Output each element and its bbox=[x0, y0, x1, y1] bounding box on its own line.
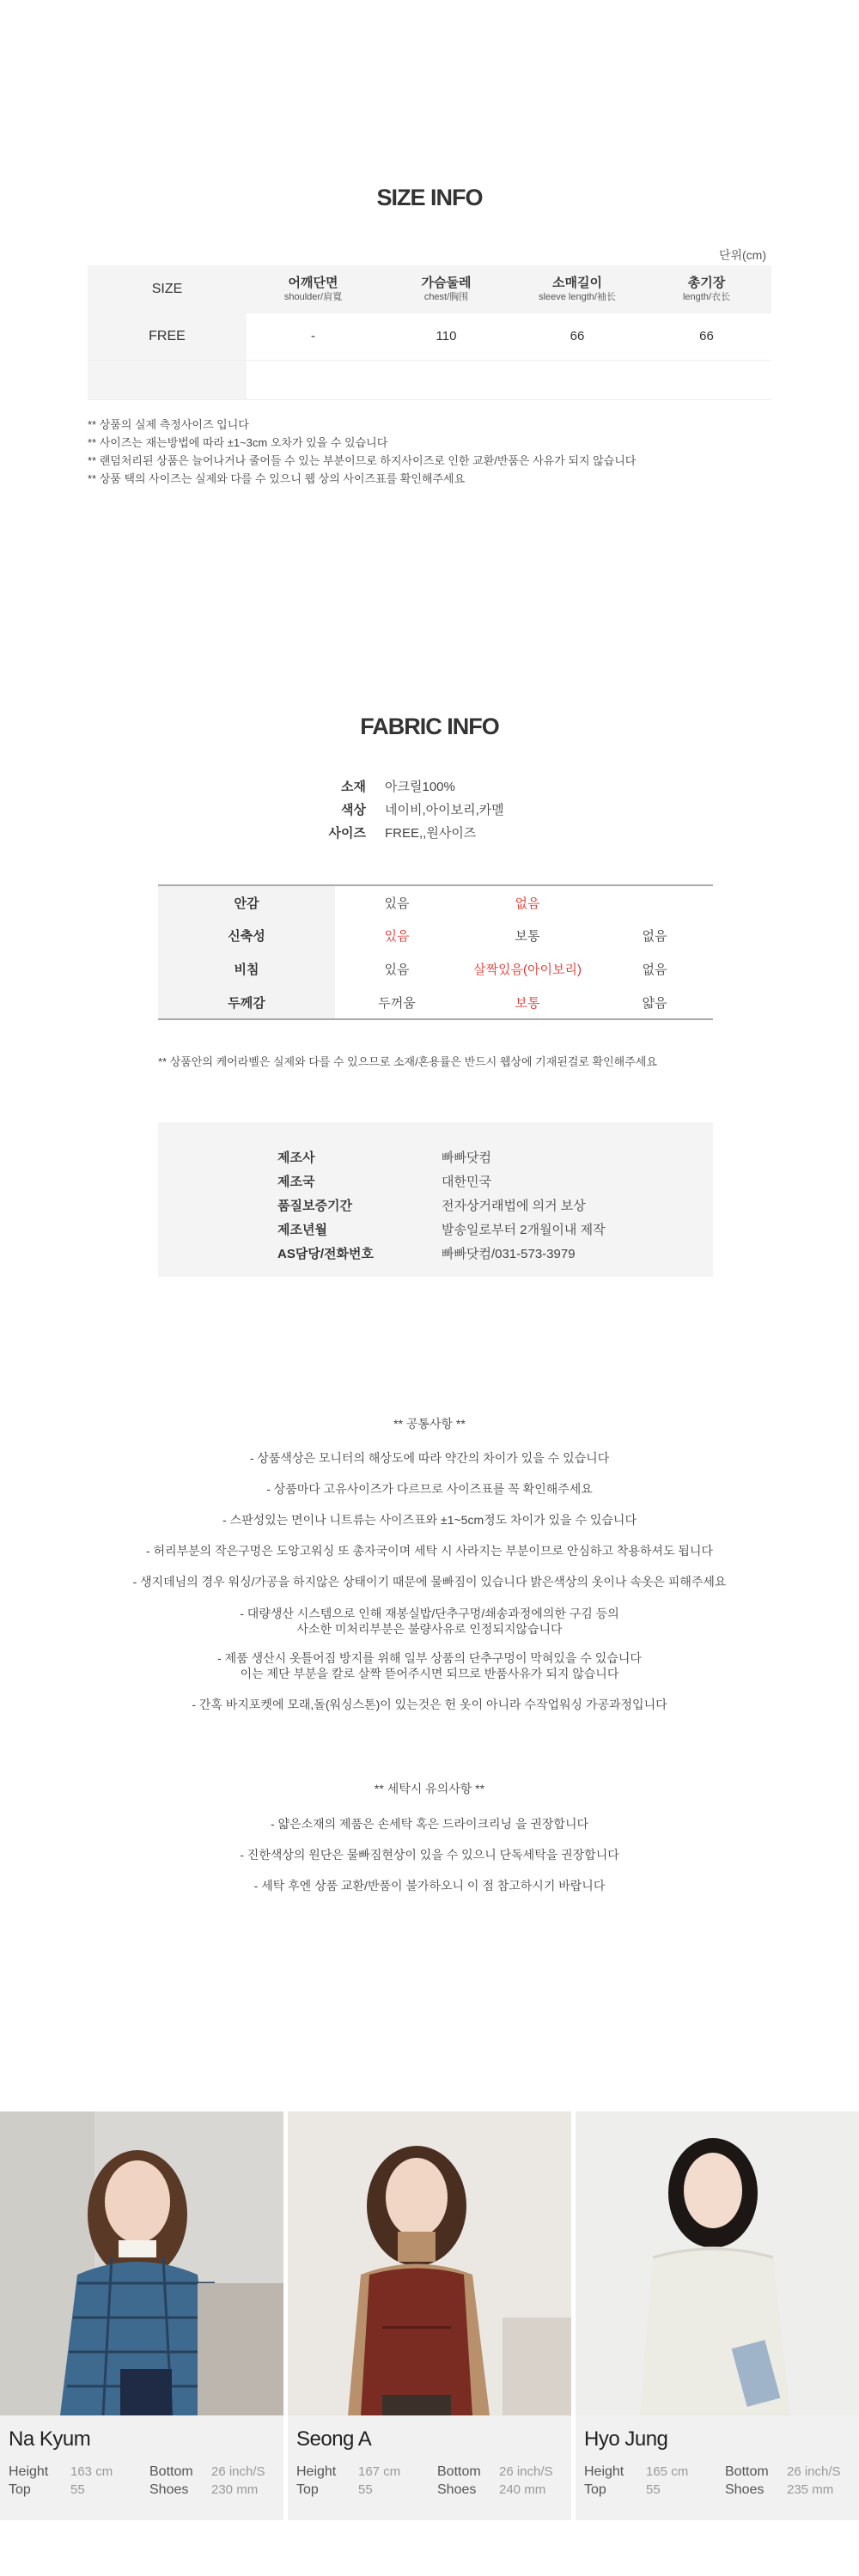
washing-line: - 진한색상의 원단은 물빠짐현상이 있을 수 있으니 단독세탁을 권장합니다 bbox=[240, 1848, 619, 1862]
model-stats: Height 167 cm Bottom 26 inch/S Top 55 Shoes 240 mm bbox=[296, 2464, 553, 2497]
common-line: - 스판성있는 면이나 니트류는 사이즈표와 ±1~5cm정도 차이가 있을 수 있습니다 bbox=[222, 1513, 637, 1527]
fabric-basic-info bbox=[0, 775, 859, 844]
material-label: 소재 bbox=[341, 780, 366, 794]
manufacturer-info: 제조사 빠빠닷컴 제조국 대한민국 품질보증기간 전자상거래법에 의거 보상 제조년월 발송일로부터 2개월이내 제작 AS담당/전화번호 빠빠닷컴/031-573-3979 bbox=[158, 1122, 713, 1277]
size-table bbox=[88, 265, 771, 400]
table-row-empty bbox=[88, 360, 771, 399]
common-line: 이는 제단 부분을 칼로 살짝 뜯어주시면 되므로 반품사유가 되지 않습니다 bbox=[240, 1667, 619, 1680]
model-photo bbox=[576, 2111, 859, 2415]
model-card bbox=[0, 2111, 283, 2520]
model-stats: Height 163 cm Bottom 26 inch/S Top 55 Shoes 230 mm bbox=[9, 2464, 265, 2497]
common-line: - 간혹 바지포켓에 모래,돌(워싱스톤)이 있는것은 헌 옷이 아니라 수작업워싱 가공과정입니다 bbox=[192, 1698, 667, 1711]
washing-line: - 얇은소재의 제품은 손세탁 혹은 드라이크리닝 을 권장합니다 bbox=[271, 1817, 588, 1831]
table-row bbox=[88, 313, 771, 360]
size-col-shoulder: 어깨단면 shoulder/肩寬 bbox=[247, 265, 380, 313]
model-photo bbox=[0, 2111, 283, 2415]
note-line: ** 상품의 실제 측정사이즈 입니다 bbox=[88, 418, 249, 431]
size-value: FREE,,원사이즈 bbox=[385, 826, 477, 841]
fabric-info-title: FABRIC INFO bbox=[360, 714, 499, 739]
model-card bbox=[576, 2111, 859, 2520]
fabric-row-thickness: 두께감 두꺼움 보통 얇음 bbox=[158, 986, 713, 1019]
size-free-label: FREE bbox=[88, 313, 247, 360]
common-line: 사소한 미처리부분은 불량사유로 인정되지않습니다 bbox=[296, 1622, 563, 1636]
color-value: 네이비,아이보리,카멜 bbox=[385, 803, 504, 817]
table-cell: 66 bbox=[513, 313, 642, 360]
table-cell: 110 bbox=[380, 313, 513, 360]
model-cards bbox=[0, 2111, 859, 2520]
common-line: - 생지데님의 경우 워싱/가공을 하지않은 상태이기 때문에 물빠짐이 있습니다 밝은색상의 옷이나 속옷은 피해주세요 bbox=[132, 1575, 727, 1589]
common-title: ** 공통사항 ** bbox=[393, 1417, 466, 1431]
common-line: - 제품 생산시 옷틀어짐 방지를 위해 일부 상품의 단추구멍이 막혀있을 수 있습니다 bbox=[217, 1651, 642, 1665]
note-line: ** 상품 택의 사이즈는 실제와 다를 수 있으니 웹 상의 사이즈표를 확인해주세요 bbox=[88, 472, 466, 485]
fabric-row-stretch: 신축성 있음 보통 없음 bbox=[158, 919, 713, 952]
common-line: - 상품마다 고유사이즈가 다르므로 사이즈표를 꼭 확인해주세요 bbox=[266, 1482, 593, 1496]
washing-line: - 세탁 후엔 상품 교환/반품이 불가하오니 이 점 참고하시기 바랍니다 bbox=[253, 1879, 606, 1893]
material-value: 아크릴100% bbox=[385, 780, 455, 794]
size-table-header bbox=[88, 265, 771, 313]
size-info-title: SIZE INFO bbox=[376, 185, 483, 210]
model-photo bbox=[288, 2111, 571, 2415]
common-line: - 허리부분의 작은구멍은 도앙고워싱 또 총자국이며 세탁 시 사라지는 부분이므로 안심하고 착용하셔도 됩니다 bbox=[146, 1544, 713, 1558]
washing-title: ** 세탁시 유의사항 ** bbox=[374, 1782, 485, 1795]
fabric-property-table bbox=[158, 884, 713, 1020]
model-stats: Height 165 cm Bottom 26 inch/S Top 55 Shoes 235 mm bbox=[584, 2464, 841, 2497]
note-line: ** 사이즈는 재는방법에 따라 ±1~3cm 오차가 있을 수 있습니다 bbox=[88, 436, 388, 449]
table-cell: 66 bbox=[642, 313, 771, 360]
fabric-row-lining: 안감 있음 없음 bbox=[158, 885, 713, 919]
model-name: Seong A bbox=[296, 2427, 372, 2451]
care-label-note: ** 상품안의 케어라벨은 실제와 다를 수 있으므로 소재/혼용률은 반드시 웹상에 기재된걸로 확인해주세요 bbox=[158, 1055, 657, 1068]
fabric-row-sheer: 비침 있음 살짝있음(아이보리) 없음 bbox=[158, 952, 713, 986]
size-header-cell: SIZE bbox=[88, 265, 247, 313]
size-col-chest: 가슴둘레 chest/胸围 bbox=[380, 265, 513, 313]
note-line: ** 랜덤처리된 상품은 늘어나거나 줄어들 수 있는 부분이므로 하지사이즈로 인한 교환/반품은 사유가 되지 않습니다 bbox=[88, 454, 637, 467]
model-name: Na Kyum bbox=[9, 2427, 91, 2451]
table-cell: - bbox=[247, 313, 380, 360]
size-notes bbox=[88, 416, 636, 488]
size-col-length: 총기장 length/衣长 bbox=[642, 265, 771, 313]
model-card bbox=[288, 2111, 571, 2520]
common-line: - 대량생산 시스템으로 인해 재봉실밥/단추구멍/쇄송과정에의한 구김 등의 bbox=[240, 1607, 619, 1620]
model-name: Hyo Jung bbox=[584, 2427, 668, 2451]
size-label: 사이즈 bbox=[328, 826, 366, 841]
color-label: 색상 bbox=[341, 803, 366, 817]
common-line: - 상품색상은 모니터의 해상도에 따라 약간의 차이가 있을 수 있습니다 bbox=[249, 1451, 610, 1465]
unit-label: 단위(cm) bbox=[718, 248, 766, 262]
size-col-sleeve: 소매길이 sleeve length/袖长 bbox=[513, 265, 642, 313]
